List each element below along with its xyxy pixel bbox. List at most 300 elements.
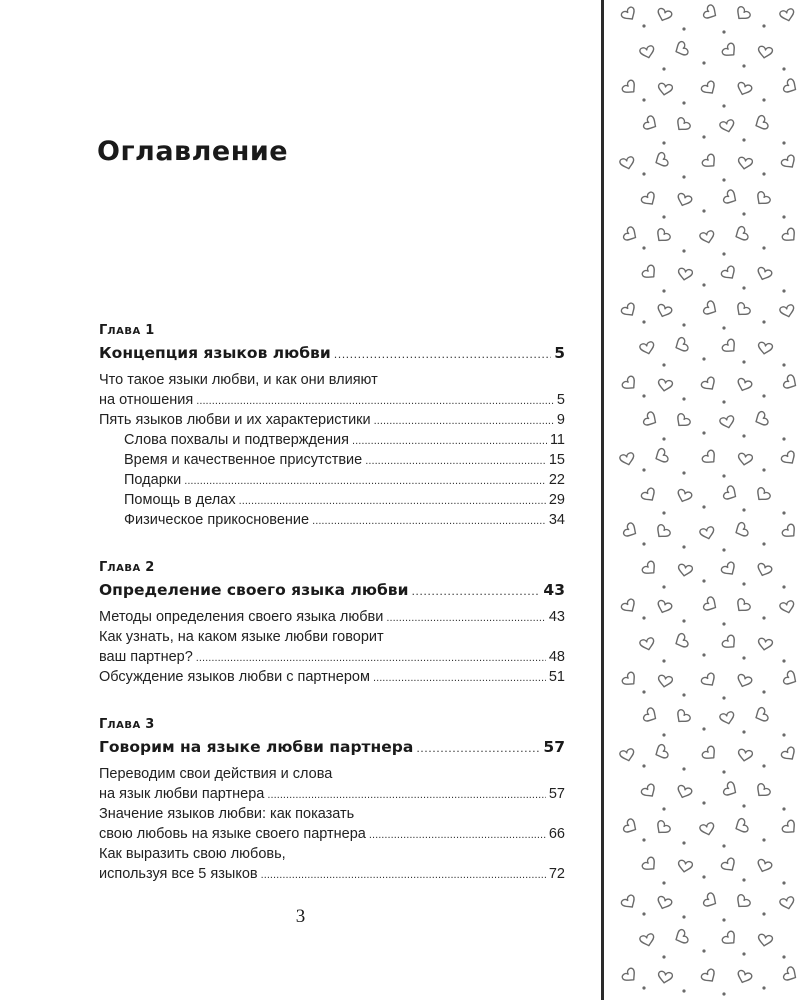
heart-icon [733, 522, 749, 539]
heart-icon [719, 119, 735, 133]
leader-dots [411, 577, 540, 605]
heart-icon [737, 453, 753, 466]
dot-icon [702, 801, 705, 804]
heart-icon [654, 228, 672, 245]
dot-icon [642, 320, 645, 323]
dot-icon [722, 400, 725, 403]
toc-subentry[interactable] [99, 450, 565, 470]
page-ref: 48 [548, 649, 565, 665]
heart-icon [734, 894, 752, 911]
dot-icon [662, 955, 665, 958]
heart-pattern [604, 0, 800, 1000]
dot-icon [782, 511, 785, 514]
heart-icon [620, 6, 638, 23]
page-ref: 57 [543, 738, 565, 756]
heart-icon [780, 154, 798, 171]
heart-icon [723, 485, 740, 503]
heart-icon [781, 523, 799, 541]
dot-icon [742, 804, 745, 807]
heart-icon [781, 819, 799, 837]
heart-icon [736, 674, 753, 689]
dot-icon [742, 434, 745, 437]
heart-icon [621, 671, 639, 689]
heart-icon [721, 634, 739, 652]
dot-icon [762, 246, 765, 249]
page-ref: 72 [548, 866, 565, 882]
page-ref: 43 [543, 581, 565, 599]
dot-icon [702, 505, 705, 508]
entry-text: Помощь в делах [124, 492, 236, 508]
chapter-title-row[interactable] [99, 734, 565, 760]
heart-icon [621, 967, 639, 985]
chapter-title: Говорим на языке любви партнера [99, 738, 414, 756]
dot-icon [742, 508, 745, 511]
heart-icon [657, 675, 673, 688]
heart-icon [779, 304, 795, 318]
dot-icon [702, 61, 705, 64]
dot-icon [642, 246, 645, 249]
dot-icon [702, 283, 705, 286]
dot-icon [662, 141, 665, 144]
leader-dots [334, 340, 552, 368]
dot-icon [762, 764, 765, 767]
entry-text: Подарки [124, 472, 182, 488]
chapter-3 [99, 716, 565, 884]
toc-entry[interactable] [99, 410, 565, 430]
dot-icon [722, 622, 725, 625]
entry-text-line2: на отношения [99, 392, 194, 408]
heart-icon [783, 78, 800, 96]
heart-icon [640, 783, 658, 800]
heart-icon [656, 304, 673, 319]
dot-icon [682, 989, 685, 992]
dot-icon [642, 616, 645, 619]
dot-icon [722, 178, 725, 181]
leader-dots [373, 667, 546, 688]
page-ref: 22 [548, 472, 565, 488]
leader-dots [312, 510, 546, 531]
dot-icon [762, 320, 765, 323]
dot-icon [642, 468, 645, 471]
heart-icon [677, 268, 693, 281]
heart-icon [700, 968, 718, 985]
entry-text: Время и качественное присутствие [124, 452, 363, 468]
dot-icon [742, 952, 745, 955]
chapter-label: ГЛАВА 3 [99, 717, 155, 732]
heart-icon [643, 115, 660, 133]
heart-icon [757, 46, 773, 59]
heart-icon [757, 638, 773, 651]
dot-icon [662, 437, 665, 440]
dot-icon [642, 172, 645, 175]
entry-text-line2: ваш партнер? [99, 649, 193, 665]
page-ref: 9 [556, 412, 565, 428]
dot-icon [722, 326, 725, 329]
heart-icon [719, 415, 735, 429]
heart-icon [737, 157, 753, 170]
dot-icon [722, 548, 725, 551]
heart-icon [783, 670, 800, 688]
heart-icon [701, 745, 719, 763]
dot-icon [662, 67, 665, 70]
dot-icon [722, 770, 725, 773]
heart-icon [779, 600, 795, 614]
heart-icon [779, 8, 795, 22]
dot-icon [782, 881, 785, 884]
dot-icon [682, 841, 685, 844]
heart-icon [734, 6, 752, 23]
entry-text: Обсуждение языков любви с партнером [99, 669, 370, 685]
heart-icon [723, 781, 740, 799]
dot-icon [702, 579, 705, 582]
entry-text: Физическое прикосновение [124, 512, 310, 528]
entry-text-line1: Переводим свои действия и слова [99, 766, 333, 782]
heart-icon [653, 448, 669, 465]
dot-icon [662, 363, 665, 366]
heart-icon [733, 226, 749, 243]
heart-icon [700, 80, 718, 97]
heart-icon [756, 859, 773, 874]
heart-icon [623, 522, 640, 540]
heart-icon [656, 600, 673, 615]
heart-pattern-panel [601, 0, 800, 1000]
dot-icon [662, 733, 665, 736]
heart-icon [781, 227, 799, 245]
heart-icon [640, 191, 658, 208]
page-ref: 57 [548, 786, 565, 802]
heart-icon [674, 117, 692, 134]
dot-icon [662, 881, 665, 884]
dot-icon [782, 659, 785, 662]
heart-icon [753, 411, 769, 428]
heart-icon [657, 379, 673, 392]
heart-icon [734, 598, 752, 615]
dot-icon [722, 992, 725, 995]
dot-icon [722, 252, 725, 255]
heart-icon [754, 783, 772, 800]
dot-icon [642, 394, 645, 397]
dot-icon [742, 730, 745, 733]
toc-subentry[interactable] [99, 470, 565, 490]
dot-icon [762, 468, 765, 471]
heart-icon [654, 820, 672, 837]
dot-icon [782, 67, 785, 70]
heart-icon [720, 561, 738, 578]
dot-icon [762, 172, 765, 175]
dot-icon [722, 696, 725, 699]
dot-icon [782, 733, 785, 736]
dot-icon [742, 360, 745, 363]
dot-icon [642, 690, 645, 693]
dot-icon [682, 693, 685, 696]
heart-icon [699, 526, 715, 540]
heart-icon [703, 300, 720, 318]
entry-text: Методы определения своего языка любви [99, 609, 384, 625]
heart-icon [736, 378, 753, 393]
dot-icon [702, 209, 705, 212]
chapter-label: ГЛАВА 2 [99, 560, 155, 575]
entry-text: Пять языков любви и их характеристики [99, 412, 371, 428]
heart-icon [620, 302, 638, 319]
toc-entry[interactable] [99, 370, 565, 410]
dot-icon [782, 437, 785, 440]
leader-dots [386, 607, 546, 628]
heart-icon [723, 189, 740, 207]
dot-icon [682, 545, 685, 548]
chapter-title: Концепция языков любви [99, 344, 331, 362]
entry-text-line1: Как выразить свою любовь, [99, 846, 286, 862]
page-ref: 66 [548, 826, 565, 842]
dot-icon [702, 949, 705, 952]
dot-icon [662, 215, 665, 218]
dot-icon [682, 471, 685, 474]
heart-icon [623, 818, 640, 836]
dot-icon [702, 135, 705, 138]
page-ref: 15 [548, 452, 565, 468]
dot-icon [782, 585, 785, 588]
dot-icon [702, 875, 705, 878]
heart-icon [703, 4, 720, 22]
heart-icon [757, 934, 773, 947]
heart-icon [756, 267, 773, 282]
heart-icon [699, 822, 715, 836]
heart-icon [639, 933, 655, 947]
leader-dots [239, 490, 546, 511]
dot-icon [682, 619, 685, 622]
dot-icon [682, 397, 685, 400]
dot-icon [762, 986, 765, 989]
toc-entry[interactable] [99, 804, 565, 844]
dot-icon [742, 138, 745, 141]
leader-dots [196, 390, 554, 411]
heart-icon [720, 857, 738, 874]
heart-icon [721, 930, 739, 948]
dot-icon [682, 27, 685, 30]
heart-icon [734, 302, 752, 319]
heart-icon [639, 45, 655, 59]
toc-subentry[interactable] [99, 430, 565, 450]
dot-icon [642, 98, 645, 101]
chapter-label: ГЛАВА 1 [99, 323, 155, 338]
dot-icon [742, 582, 745, 585]
dot-icon [682, 323, 685, 326]
dot-icon [782, 363, 785, 366]
page-ref: 34 [548, 512, 565, 528]
leader-dots [184, 470, 546, 491]
dot-icon [642, 764, 645, 767]
dot-icon [742, 212, 745, 215]
entry-text: Слова похвалы и подтверждения [124, 432, 349, 448]
heart-icon [654, 524, 672, 541]
leader-dots [261, 864, 546, 885]
page-ref: 11 [549, 432, 565, 448]
page-ref: 5 [554, 344, 565, 362]
dot-icon [762, 542, 765, 545]
dot-icon [722, 918, 725, 921]
heart-icon [701, 153, 719, 171]
dot-icon [682, 249, 685, 252]
dot-icon [662, 289, 665, 292]
heart-icon [733, 818, 749, 835]
dot-icon [762, 838, 765, 841]
heart-icon [643, 707, 660, 725]
dot-icon [682, 767, 685, 770]
dot-icon [662, 807, 665, 810]
heart-icon [753, 115, 769, 132]
dot-icon [782, 141, 785, 144]
heart-icon [736, 82, 753, 97]
dot-icon [662, 659, 665, 662]
page-ref: 51 [548, 669, 565, 685]
toc-entry[interactable] [99, 607, 565, 627]
dot-icon [762, 616, 765, 619]
dot-icon [722, 844, 725, 847]
dot-icon [722, 30, 725, 33]
heart-icon [657, 83, 673, 96]
heart-icon [701, 449, 719, 467]
heart-icon [641, 560, 659, 578]
heart-icon [643, 411, 660, 429]
page-ref: 29 [548, 492, 565, 508]
toc-subentry[interactable] [99, 510, 565, 530]
heart-icon [783, 374, 800, 392]
heart-icon [640, 487, 658, 504]
heart-icon [656, 8, 673, 23]
dot-icon [702, 431, 705, 434]
heart-icon [639, 341, 655, 355]
chapter-1 [99, 322, 565, 530]
heart-icon [657, 971, 673, 984]
dot-icon [642, 24, 645, 27]
dot-icon [662, 585, 665, 588]
page-title: Оглавление [97, 136, 289, 167]
dot-icon [742, 656, 745, 659]
heart-icon [677, 564, 693, 577]
heart-icon [619, 156, 635, 170]
heart-icon [674, 413, 692, 430]
heart-icon [756, 563, 773, 578]
heart-icon [676, 193, 693, 208]
heart-icon [676, 489, 693, 504]
dot-icon [642, 838, 645, 841]
dot-icon [682, 101, 685, 104]
heart-icon [653, 744, 669, 761]
chapter-title-row[interactable] [99, 577, 565, 603]
dot-icon [782, 807, 785, 810]
dot-icon [702, 357, 705, 360]
dot-icon [722, 474, 725, 477]
dot-icon [642, 542, 645, 545]
leader-dots [365, 450, 546, 471]
heart-icon [674, 709, 692, 726]
toc-entry[interactable] [99, 764, 565, 804]
heart-icon [673, 41, 689, 58]
dot-icon [682, 175, 685, 178]
entry-text-line1: Что такое языки любви, и как они влияют [99, 372, 378, 388]
heart-icon [673, 337, 689, 354]
heart-icon [677, 860, 693, 873]
entry-text-line2: свою любовь на языке своего партнера [99, 826, 366, 842]
leader-dots [416, 734, 540, 762]
dot-icon [742, 286, 745, 289]
dot-icon [642, 912, 645, 915]
heart-icon [700, 376, 718, 393]
leader-dots [196, 647, 546, 668]
leader-dots [374, 410, 554, 431]
heart-icon [757, 342, 773, 355]
heart-icon [719, 711, 735, 725]
dot-icon [702, 653, 705, 656]
chapter-title: Определение своего языка любви [99, 581, 409, 599]
heart-icon [779, 896, 795, 910]
page-ref: 43 [548, 609, 565, 625]
heart-icon [656, 896, 673, 911]
dot-icon [762, 912, 765, 915]
toc-entry[interactable] [99, 667, 565, 687]
heart-icon [783, 966, 800, 984]
heart-icon [780, 746, 798, 763]
heart-icon [639, 637, 655, 651]
heart-icon [700, 672, 718, 689]
heart-icon [780, 450, 798, 467]
toc-entry[interactable] [99, 844, 565, 884]
heart-icon [653, 152, 669, 169]
heart-icon [673, 929, 689, 946]
page-number: 3 [295, 906, 306, 927]
heart-icon [619, 748, 635, 762]
leader-dots [369, 824, 546, 845]
heart-icon [721, 338, 739, 356]
entry-text-line1: Как узнать, на каком языке любви говорит [99, 629, 384, 645]
dot-icon [742, 64, 745, 67]
chapter-title-row[interactable] [99, 340, 565, 366]
dot-icon [742, 878, 745, 881]
dot-icon [722, 104, 725, 107]
toc-subentry[interactable] [99, 490, 565, 510]
heart-icon [754, 191, 772, 208]
page-ref: 5 [556, 392, 565, 408]
dot-icon [782, 955, 785, 958]
leader-dots [352, 430, 547, 451]
toc-entry[interactable] [99, 627, 565, 667]
dot-icon [782, 215, 785, 218]
heart-icon [721, 42, 739, 60]
dot-icon [642, 986, 645, 989]
entry-text-line2: используя все 5 языков [99, 866, 258, 882]
heart-icon [754, 487, 772, 504]
dot-icon [682, 915, 685, 918]
heart-icon [621, 375, 639, 393]
heart-icon [699, 230, 715, 244]
dot-icon [762, 98, 765, 101]
heart-icon [703, 596, 720, 614]
heart-icon [621, 79, 639, 97]
heart-icon [620, 894, 638, 911]
dot-icon [782, 289, 785, 292]
leader-dots [267, 784, 545, 805]
dot-icon [762, 690, 765, 693]
heart-icon [703, 892, 720, 910]
heart-icon [641, 856, 659, 874]
heart-icon [623, 226, 640, 244]
entry-text-line2: на язык любви партнера [99, 786, 265, 802]
heart-icon [753, 707, 769, 724]
heart-icon [641, 264, 659, 282]
heart-icon [619, 452, 635, 466]
heart-icon [673, 633, 689, 650]
dot-icon [702, 727, 705, 730]
dot-icon [762, 24, 765, 27]
